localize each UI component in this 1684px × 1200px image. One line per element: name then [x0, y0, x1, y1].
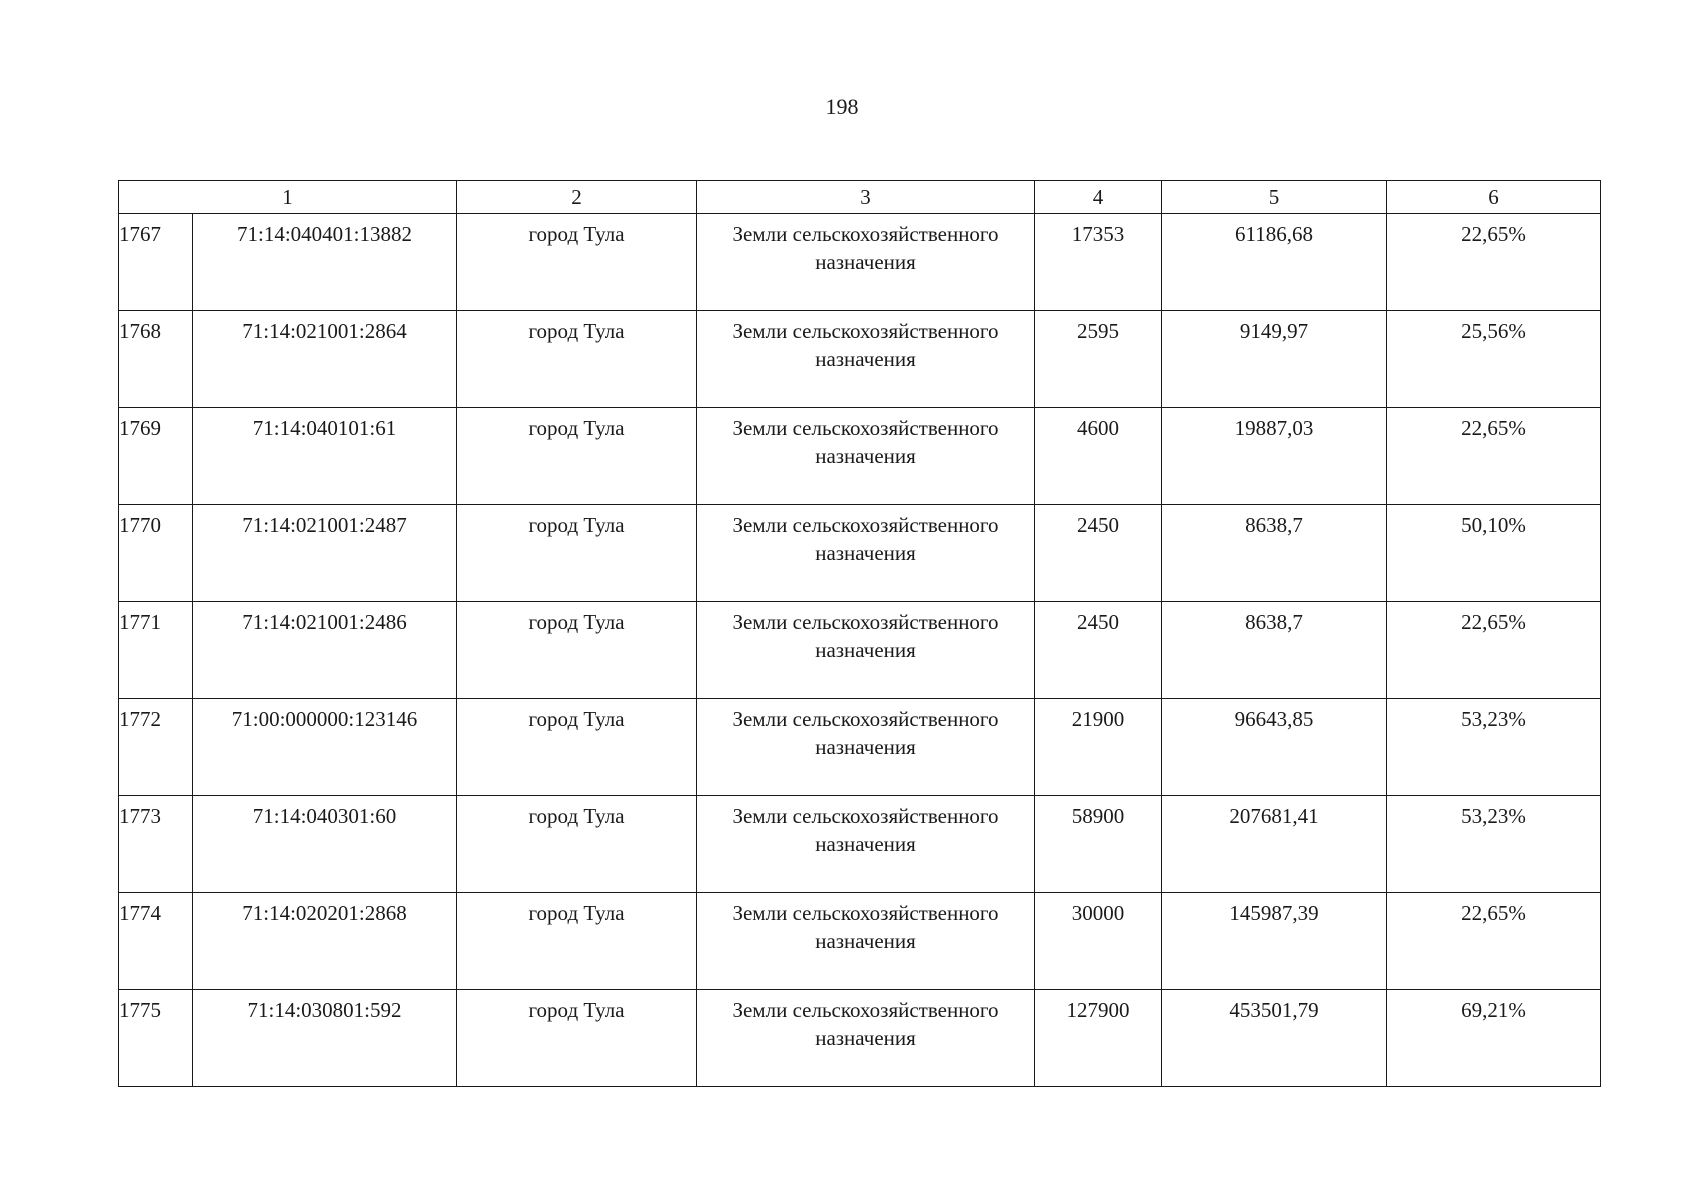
- cadastral-number: 71:14:020201:2868: [193, 893, 457, 990]
- land-category-line-2: назначения: [815, 832, 916, 856]
- value: 9149,97: [1162, 311, 1387, 408]
- land-category-line-2: назначения: [815, 541, 916, 565]
- row-number: 1770: [119, 505, 193, 602]
- land-category-line-1: Земли сельскохозяйственного: [732, 707, 999, 731]
- land-category: [697, 990, 1035, 1087]
- table-row: [119, 505, 1601, 602]
- land-category-line-2: назначения: [815, 638, 916, 662]
- percent: 53,23%: [1387, 699, 1601, 796]
- percent: 25,56%: [1387, 311, 1601, 408]
- land-category-line-1: Земли сельскохозяйственного: [732, 901, 999, 925]
- percent: 22,65%: [1387, 408, 1601, 505]
- land-category-line-2: назначения: [815, 1026, 916, 1050]
- area: 17353: [1035, 214, 1162, 311]
- row-number: 1772: [119, 699, 193, 796]
- location: город Тула: [457, 893, 697, 990]
- area: 30000: [1035, 893, 1162, 990]
- row-number: 1775: [119, 990, 193, 1087]
- row-number: 1769: [119, 408, 193, 505]
- header-col-6: 6: [1387, 181, 1601, 214]
- table-row: [119, 602, 1601, 699]
- land-category-line-1: Земли сельскохозяйственного: [732, 610, 999, 634]
- land-category-line-2: назначения: [815, 347, 916, 371]
- value: 453501,79: [1162, 990, 1387, 1087]
- cadastral-number: 71:14:040401:13882: [193, 214, 457, 311]
- land-category-line-1: Земли сельскохозяйственного: [732, 804, 999, 828]
- row-number: 1767: [119, 214, 193, 311]
- land-category: [697, 214, 1035, 311]
- land-category: [697, 699, 1035, 796]
- location: город Тула: [457, 505, 697, 602]
- header-col-2: 2: [457, 181, 697, 214]
- land-category-line-2: назначения: [815, 929, 916, 953]
- row-number: 1773: [119, 796, 193, 893]
- cadastral-number: 71:14:040101:61: [193, 408, 457, 505]
- value: 207681,41: [1162, 796, 1387, 893]
- table-row: [119, 893, 1601, 990]
- land-category-line-1: Земли сельскохозяйственного: [732, 416, 999, 440]
- cadastral-number: 71:14:021001:2486: [193, 602, 457, 699]
- land-category: [697, 893, 1035, 990]
- header-col-1: 1: [119, 181, 457, 214]
- table-row: [119, 990, 1601, 1087]
- header-col-5: 5: [1162, 181, 1387, 214]
- land-category-line-1: Земли сельскохозяйственного: [732, 513, 999, 537]
- value: 145987,39: [1162, 893, 1387, 990]
- location: город Тула: [457, 311, 697, 408]
- percent: 53,23%: [1387, 796, 1601, 893]
- header-row: [119, 181, 1601, 214]
- percent: 69,21%: [1387, 990, 1601, 1087]
- area: 2450: [1035, 505, 1162, 602]
- value: 96643,85: [1162, 699, 1387, 796]
- land-category: [697, 408, 1035, 505]
- land-category: [697, 602, 1035, 699]
- header-col-4: 4: [1035, 181, 1162, 214]
- location: город Тула: [457, 602, 697, 699]
- table-row: [119, 699, 1601, 796]
- land-category: [697, 796, 1035, 893]
- cadastral-number: 71:14:040301:60: [193, 796, 457, 893]
- value: 61186,68: [1162, 214, 1387, 311]
- cadastral-number: 71:00:000000:123146: [193, 699, 457, 796]
- land-category-line-1: Земли сельскохозяйственного: [732, 222, 999, 246]
- row-number: 1768: [119, 311, 193, 408]
- cadastral-number: 71:14:021001:2487: [193, 505, 457, 602]
- location: город Тула: [457, 699, 697, 796]
- location: город Тула: [457, 990, 697, 1087]
- area: 2595: [1035, 311, 1162, 408]
- location: город Тула: [457, 408, 697, 505]
- location: город Тула: [457, 214, 697, 311]
- header-col-3: 3: [697, 181, 1035, 214]
- area: 2450: [1035, 602, 1162, 699]
- land-category-line-2: назначения: [815, 250, 916, 274]
- location: город Тула: [457, 796, 697, 893]
- percent: 22,65%: [1387, 893, 1601, 990]
- percent: 22,65%: [1387, 602, 1601, 699]
- cadastral-number: 71:14:030801:592: [193, 990, 457, 1087]
- area: 58900: [1035, 796, 1162, 893]
- percent: 22,65%: [1387, 214, 1601, 311]
- table-row: [119, 214, 1601, 311]
- area: 21900: [1035, 699, 1162, 796]
- value: 19887,03: [1162, 408, 1387, 505]
- land-category: [697, 311, 1035, 408]
- cadastral-number: 71:14:021001:2864: [193, 311, 457, 408]
- land-category-line-2: назначения: [815, 735, 916, 759]
- table-row: [119, 408, 1601, 505]
- table-row: [119, 311, 1601, 408]
- table-row: [119, 796, 1601, 893]
- value: 8638,7: [1162, 505, 1387, 602]
- land-plots-table: [118, 180, 1601, 1087]
- row-number: 1774: [119, 893, 193, 990]
- land-category-line-1: Земли сельскохозяйственного: [732, 998, 999, 1022]
- land-category-line-1: Земли сельскохозяйственного: [732, 319, 999, 343]
- land-category-line-2: назначения: [815, 444, 916, 468]
- percent: 50,10%: [1387, 505, 1601, 602]
- area: 127900: [1035, 990, 1162, 1087]
- land-category: [697, 505, 1035, 602]
- value: 8638,7: [1162, 602, 1387, 699]
- row-number: 1771: [119, 602, 193, 699]
- area: 4600: [1035, 408, 1162, 505]
- page-number: 198: [825, 94, 859, 119]
